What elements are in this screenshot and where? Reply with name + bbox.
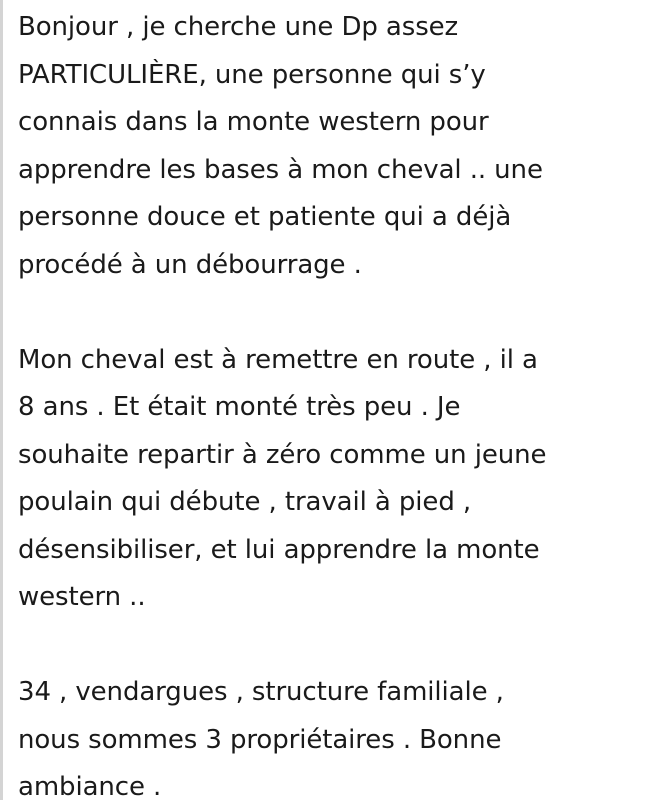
text-line: 8 ans . Et était monté très peu . Je [18, 392, 461, 422]
text-line: western .. [18, 582, 146, 612]
text-line: Mon cheval est à remettre en route , il a [18, 344, 538, 375]
paragraph-intro [18, 4, 640, 289]
text-line: ambiance . [18, 772, 162, 802]
text-line: apprendre les bases à mon cheval .. une [18, 154, 543, 185]
text-line: poulain qui débute , travail à pied , [18, 487, 472, 517]
left-border-divider [0, 0, 3, 800]
paragraph-location [18, 669, 640, 812]
paragraph-spacer [18, 622, 640, 670]
text-line: souhaite repartir à zéro comme un jeune [18, 439, 547, 470]
text-line: PARTICULIÈRE, une personne qui s’y [18, 59, 486, 90]
text-line: connais dans la monte western pour [18, 107, 489, 137]
text-line: personne douce et patiente qui a déjà [18, 202, 512, 232]
text-line: procédé à un débourrage . [18, 249, 362, 280]
text-line: 34 , vendargues , structure familiale , [18, 677, 504, 707]
paragraph-horse-details [18, 337, 640, 622]
text-line: nous sommes 3 propriétaires . Bonne [18, 724, 502, 755]
paragraph-spacer [18, 289, 640, 337]
text-line: désensibiliser, et lui apprendre la monte [18, 534, 540, 565]
post-text-body [18, 4, 640, 812]
text-line: Bonjour , je cherche une Dp assez [18, 12, 459, 42]
